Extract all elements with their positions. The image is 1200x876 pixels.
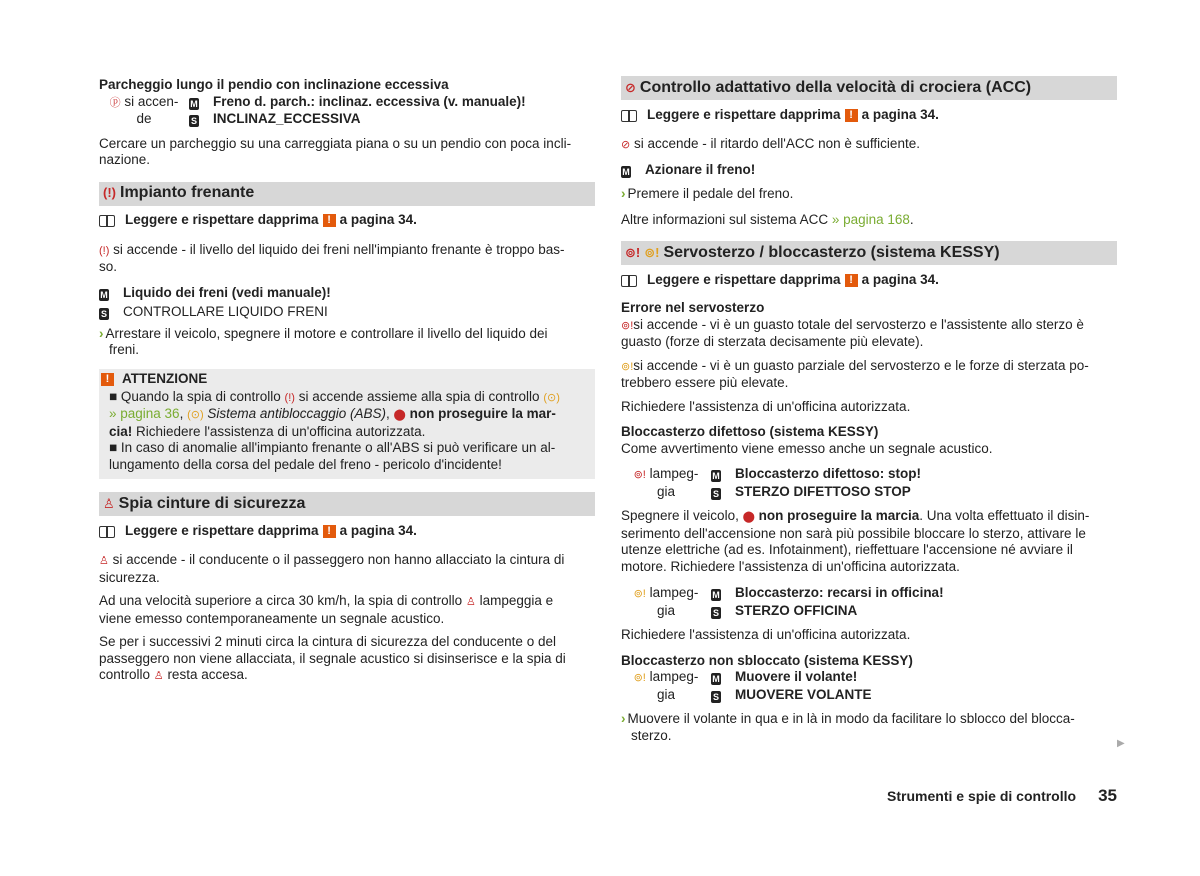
attention-bullet-1: ■ Quando la spia di controllo (!) si accende assieme alla spia di controllo (⊙) » pagina 36, (⊙) Sistema antibloccaggio (ABS), ⬤ non proseguire la mar- cia! Richiedere l'assistenza di un'officina autorizzata.: [109, 388, 560, 439]
page-34-link[interactable]: a pagina 34.: [861, 271, 939, 287]
steering-amber-icon: ⊚!: [633, 672, 646, 684]
acc-icon: ⊘: [625, 79, 636, 95]
steering-red-icon: ⊚!: [625, 244, 641, 260]
page-36-link[interactable]: » pagina 36: [109, 406, 180, 421]
m-badge-icon: M: [712, 471, 720, 481]
lock-defect-title: Bloccasterzo difettoso (sistema KESSY): [621, 424, 879, 439]
acc-action: › Premere il pedale del freno.: [621, 186, 794, 201]
acc-read-line: Leggere e rispettare dapprima ! a pagina 34.: [621, 106, 1117, 124]
steering-amber-icon: ⊚!: [644, 244, 660, 260]
parking-slope-title: Parcheggio lungo il pendio con inclinazione eccessiva: [99, 77, 449, 92]
brakes-messages: M Liquido dei freni (vedi manuale)! S CONTROLLARE LIQUIDO FRENI: [100, 284, 331, 319]
attention-box: [99, 369, 595, 480]
belts-p2: Ad una velocità superiore a circa 30 km/h, la spia di controllo ♙ lampeggia e viene emesso contemporaneamente un segnale acustico.: [99, 593, 554, 626]
workshop-service-note: Richiedere l'assistenza di un'officina autorizzata.: [621, 627, 911, 642]
belts-read-line: Leggere e rispettare dapprima ! a pagina 34.: [99, 522, 595, 540]
brake-warning-icon: (!): [284, 391, 295, 404]
warning-square-icon: !: [845, 109, 858, 122]
steering-heading: ⊚! ⊚! Servosterzo / bloccasterzo (sistema KESSY): [621, 241, 1117, 265]
unlock-action: › Muovere il volante in qua e in là in modo da facilitare lo sblocco del blocca- sterzo.: [621, 711, 1075, 743]
s-badge-icon: S: [712, 691, 719, 702]
acc-heading: ⊘ Controllo adattativo della velocità di crociera (ACC): [621, 76, 1117, 100]
warning-square-icon: !: [845, 274, 858, 287]
seatbelt-icon: ♙: [103, 495, 115, 511]
steering-amber-icon: ⊚!: [633, 588, 646, 600]
acc-message: M Azionare il freno!: [622, 161, 756, 177]
warning-square-icon: !: [323, 525, 336, 538]
left-column: [99, 76, 595, 685]
s-badge-icon: S: [190, 116, 197, 126]
attention-bullet-2: ■ In caso di anomalie all'impianto frenante o all'ABS si può verificare un al- lungamento della corsa del pedale del freno - pericolo d'incidente!: [109, 440, 556, 472]
brakes-description: (!) si accende - il livello del liquido dei freni nell'impianto frenante è troppo bas- so.: [99, 241, 565, 274]
acc-icon: ⊘: [621, 139, 631, 151]
next-page-arrow-icon: ▶: [1117, 738, 1125, 749]
parking-brake-icon: ⓟ: [109, 96, 121, 109]
belts-p1: ♙ si accende - il conducente o il passeggero non hanno allacciato la cintura di sicurezza.: [99, 552, 565, 585]
steering-amber-icon: ⊚!: [621, 360, 634, 373]
steering-red-icon: ⊚!: [621, 319, 634, 332]
acc-description: ⊘ si accende - il ritardo dell'ACC non è sufficiente.: [621, 136, 920, 151]
s-badge-icon: S: [100, 308, 107, 319]
s-badge-icon: S: [712, 607, 719, 618]
lock-defect-description: Come avvertimento viene emesso anche un segnale acustico.: [621, 440, 993, 456]
book-icon: [99, 215, 115, 226]
belts-p3: Se per i successivi 2 minuti circa la cintura di sicurezza del conducente o del passeggero non viene allacciata, il segnale acustico si disinserisce e la spia di controllo ♙ resta accesa.: [99, 634, 566, 682]
m-badge-icon: M: [622, 166, 630, 177]
acc-more-info: Altre informazioni sul sistema ACC » pagina 168.: [621, 211, 914, 227]
chapter-title: Strumenti e spie di controllo: [887, 788, 1077, 804]
unlock-title: Bloccasterzo non sbloccato (sistema KESSY): [621, 652, 913, 668]
attention-title: ATTENZIONE: [122, 371, 208, 387]
book-icon: [621, 275, 637, 286]
abs-icon: (⊙): [543, 391, 560, 404]
m-badge-icon: M: [190, 98, 198, 109]
parking-message-m: Freno d. parch.: inclinaz. eccessiva (v. manuale)!: [213, 93, 526, 109]
m-badge-icon: M: [712, 674, 720, 684]
steering-read-line: Leggere e rispettare dapprima ! a pagina 34.: [621, 271, 1117, 289]
seatbelt-icon: ♙: [465, 596, 476, 608]
parking-message-table: ⓟ si accen- M Freno d. parch.: inclinaz. eccessiva (v. manuale)! de S INCLINAZ_ECCESSIVA: [109, 93, 526, 126]
unlock-message-table: ⊚! lampeg- M Muovere il volante! gia S MUOVERE VOLANTE: [633, 669, 872, 702]
parking-message-s: INCLINAZ_ECCESSIVA: [213, 111, 361, 126]
brakes-read-line: Leggere e rispettare dapprima ! a pagina 34.: [99, 212, 595, 230]
page-168-link[interactable]: » pagina 168: [831, 211, 910, 227]
seatbelt-icon: ♙: [99, 555, 109, 567]
parking-advice: Cercare un parcheggio su una carreggiata piana o su un pendio con poca incli- nazione.: [99, 135, 572, 167]
lock-defect-message-table: ⊚! lampeg- M Bloccasterzo difettoso: stop! gia S STERZO DIFETTOSO STOP: [633, 466, 922, 499]
belts-heading: ♙ Spia cinture di sicurezza: [99, 492, 595, 516]
right-column: [621, 76, 1117, 744]
book-icon: [99, 526, 115, 537]
brake-warning-icon: (!): [103, 185, 116, 201]
brakes-heading: (!) Impianto frenante: [99, 182, 595, 206]
page-34-link[interactable]: a pagina 34.: [339, 522, 417, 538]
m-badge-icon: M: [712, 590, 720, 600]
workshop-message-table: ⊚! lampeg- M Bloccasterzo: recarsi in officina! gia S STERZO OFFICINA: [633, 585, 944, 618]
stop-icon: ⬤: [742, 511, 755, 523]
seatbelt-icon: ♙: [153, 670, 164, 682]
page-footer: [887, 788, 1117, 805]
steering-red-icon: ⊚!: [633, 469, 646, 481]
stop-icon: ⬤: [393, 409, 406, 421]
page-number: 35: [1098, 786, 1117, 805]
brake-warning-icon: (!): [99, 244, 110, 257]
steering-error-title: Errore nel servosterzo: [621, 300, 765, 315]
brakes-action: › Arrestare il veicolo, spegnere il motore e controllare il livello del liquido dei freni.: [99, 325, 548, 357]
page-34-link[interactable]: a pagina 34.: [861, 106, 939, 122]
warning-square-icon: !: [323, 214, 336, 227]
warning-square-icon: !: [101, 373, 114, 386]
abs-icon: (⊙): [187, 409, 204, 421]
book-icon: [621, 110, 637, 121]
s-badge-icon: S: [712, 488, 719, 499]
steering-error-partial: ⊚!si accende - vi è un guasto parziale del servosterzo e le forze di sterzata po- trebbero essere più elevate.: [621, 357, 1089, 390]
lock-defect-stop-text: Spegnere il veicolo, ⬤ non proseguire la marcia. Una volta effettuato il disin- serimento dell'accensione non sarà più possibile bloccare lo sterzo, attivare le utenze elettriche (ad es. Infotainment), rieffettuare l'accensione né avviare il motore. Richiedere l'assistenza di un'officina autorizzata.: [621, 508, 1090, 574]
m-badge-icon: M: [100, 289, 108, 300]
steering-service-note: Richiedere l'assistenza di un'officina autorizzata.: [621, 398, 911, 414]
steering-error-total: ⊚!si accende - vi è un guasto totale del servosterzo e l'assistente allo sterzo è guasto (forze di sterzata decisamente più elevate).: [621, 316, 1084, 349]
page-34-link[interactable]: a pagina 34.: [339, 212, 417, 228]
